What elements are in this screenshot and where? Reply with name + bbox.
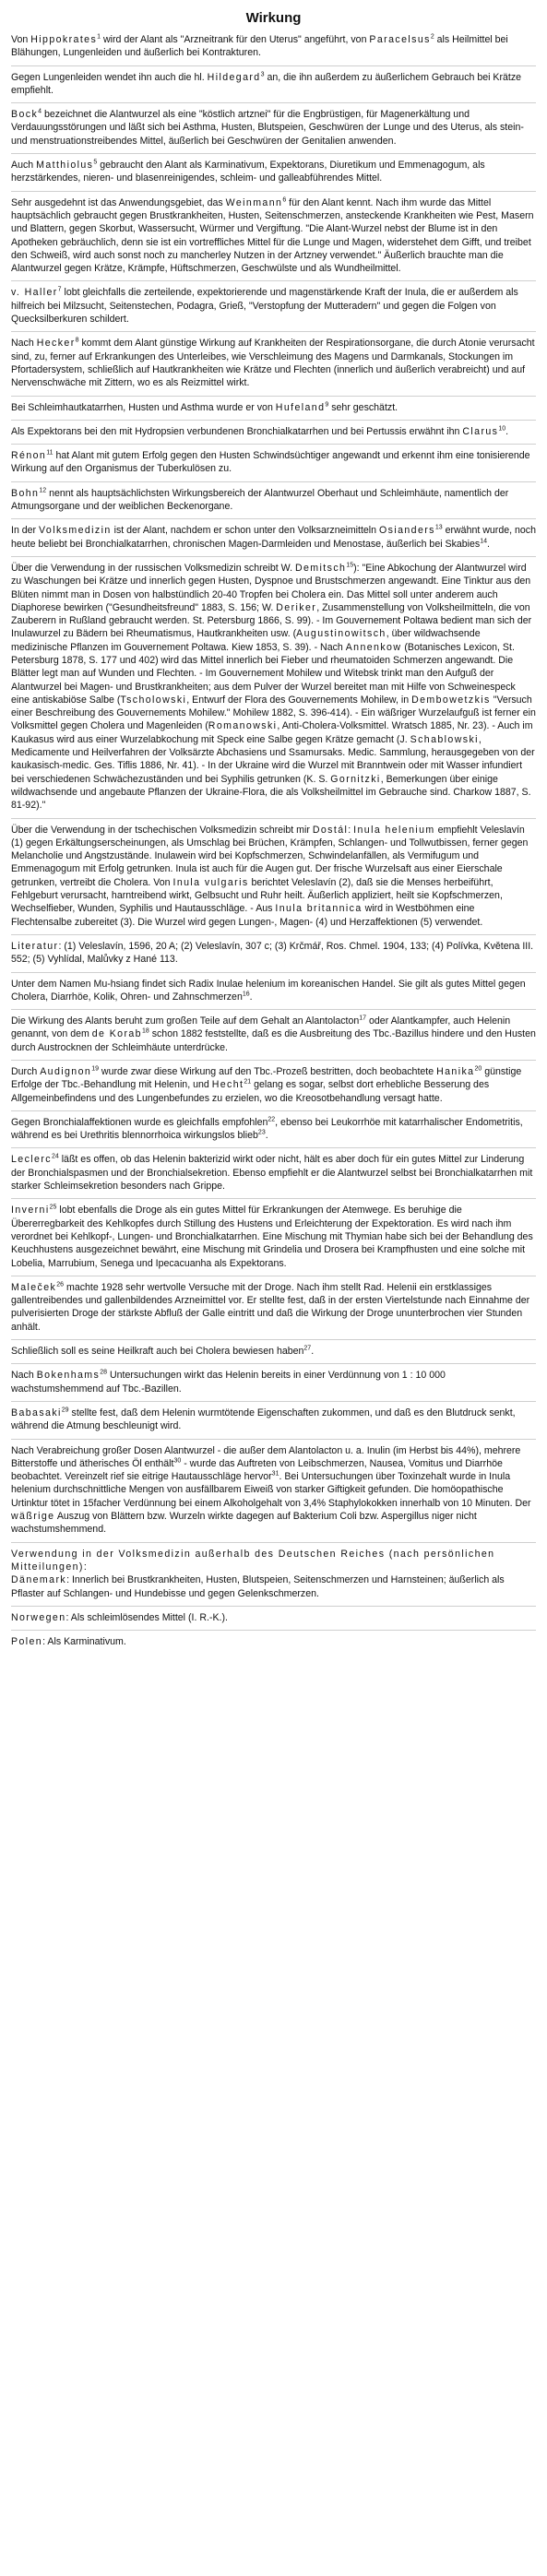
spaced-term: de Korab xyxy=(91,1028,142,1040)
spaced-term: Audignon xyxy=(40,1066,92,1077)
paragraph xyxy=(11,824,536,935)
text-run: kommt dem Alant günstige Wirkung auf Krankheiten der Respirationsorgane, die durch Atonie verursacht sind, zu, ferner auf Erkrankungen des Unterleibes, wie Verschleimung des Magens und Darmkanals, Stockungen im Pfortadersystem, schließlich auf Hautkrankheiten wie Krätze und Flechten (innerlich und äußerlich verabreicht) und auf Nervenschwäche mit Zittern, wo es als Reizmittel wirkt. xyxy=(11,338,535,389)
footnote-ref: 31 xyxy=(271,1470,279,1478)
text-run: Unter dem Namen Mu-hsiang findet sich Radix Inulae helenium im koreanischen Handel. Sie gilt als gutes Mittel gegen Cholera, Diarrhöe, Kolik, Ohren- und Zahnschmerzen xyxy=(11,978,526,1003)
text-run: Gegen Bronchialaffektionen wurde es gleichfalls empfohlen xyxy=(11,1116,268,1128)
footnote-ref: 13 xyxy=(434,524,443,531)
footnote-ref: 29 xyxy=(61,1407,69,1414)
spaced-term: Dembowetzkis xyxy=(411,694,491,706)
footnote-ref: 20 xyxy=(474,1065,482,1073)
footnote-ref: 19 xyxy=(91,1065,99,1073)
spaced-term: Clarus xyxy=(462,425,499,437)
spaced-term: Bokenhams xyxy=(36,1370,101,1382)
paragraph xyxy=(11,449,536,482)
text-run: nennt als hauptsächlichsten Wirkungsbereich der Alantwurzel Oberhaut und Schleimhäute, namentlich der Atmungsorgane und der weiblichen Beckenorgane. xyxy=(11,487,509,513)
text-run: Schließlich soll es seine Heilkraft auch bei Cholera bewiesen haben xyxy=(11,1346,304,1358)
paragraph xyxy=(11,1369,536,1402)
paragraph xyxy=(11,1407,536,1440)
text-run: : (1) Veleslavín, 1596, 20 A; (2) Veleslavín, 307 c; (3) Krčmář, Ros. Chmel. 1904, 133; (4) Polívka, Květena III. 552; (5) Vyhlídal, Malůvky z Hané 113. xyxy=(11,940,534,966)
footnote-ref: 22 xyxy=(268,1116,276,1123)
text-run: gelang es sogar, selbst dort erhebliche Besserung des Allgemeinbefindens und des Lungenbefundes zu erzielen, wo die Kreosotbehandlung versagt hatte. xyxy=(11,1079,490,1104)
text-run: ist der Alant, nachdem er schon unter den Volksarzneimitteln xyxy=(111,525,379,537)
text-run: machte 1928 sehr wertvolle Versuche mit der Droge. Nach ihm stellt Rad. Helenii ein erstklassiges gallentreibendes und gallenbildendes Arzneimittel vor. Er stellte fest, daß in der ersten Viertelstunde nach Einnahme der pulverisierten Droge der stärkste Abfluß der Galle eintritt und daß die Wirkung der Droge ununterbrochen vier Stunden anhält. xyxy=(11,1281,530,1333)
footnote-ref: 25 xyxy=(49,1204,57,1211)
footnote-ref: 9 xyxy=(325,401,329,408)
footnote-ref: 8 xyxy=(75,337,79,344)
footnote-ref: 16 xyxy=(242,991,250,998)
text-run: wird in Westböhmen eine Flechtensalbe zubereitet (3). Die Wurzel wird gegen Lungen-, Magen- (4) und Herzaffektionen (5) verwendet. xyxy=(11,903,483,928)
spaced-term: Demitsch xyxy=(294,562,347,574)
spaced-term: Babasaki xyxy=(11,1407,62,1419)
text-run: Über die Verwendung in der tschechischen Volksmedizin schreibt mir xyxy=(11,824,313,836)
paragraph xyxy=(11,401,536,421)
text-run: Nach xyxy=(11,338,37,350)
paragraph xyxy=(11,71,536,104)
paragraph xyxy=(11,1204,536,1276)
spaced-term: Rénon xyxy=(11,450,47,462)
text-run: : Als schleimlösendes Mittel (I. R.-K.). xyxy=(65,1611,228,1623)
text-run: stellte fest, daß dem Helenin wurmtötende Eigenschaften zukommen, und daß es den Blutdruck senkt, während die Atmung beschleunigt wird. xyxy=(11,1407,516,1432)
paragraph xyxy=(11,1611,536,1631)
footnote-ref: 27 xyxy=(303,1345,312,1352)
text-run: Auszug von Blättern bzw. Wurzeln wirkte dagegen auf Bakterium Coli bzw. Aspergillus niger nicht wachstumshemmend. xyxy=(11,1511,477,1536)
footnote-ref: 17 xyxy=(359,1015,367,1022)
text-run: Von xyxy=(11,34,31,45)
text-run: lobt gleichfalls die zerteilende, expektorierende und magenstärkende Kraft der Inula, die er außerdem als hilfreich bei Milzsucht, Seitenstechen, Podagra, Grieß, "Verstopfung der Mutteradern" und gegen die Folgen von Quecksilberkuren schildert. xyxy=(11,287,518,326)
paragraph xyxy=(11,1153,536,1199)
paragraph xyxy=(11,487,536,520)
text-run: , Medicamente und Heilverfahren der Volksärzte Abchasiens und Ssamursaks. Medic. Sammlung, herausgegeben von der kaukasisch-medic. Ges. Tiflis 1886, Nr. 41). - In der Ukraine wird die Wurzel mit Branntwein oder mit Wasser infundiert bei verschiedenen Schwächezuständen und bei Syphilis getrunken (K. S. xyxy=(11,733,535,785)
text-run: bezeichnet die Alantwurzel als eine "köstlich artznei" für die Engbrüstigen, für Magenerkältung und Verdauungsstörungen und läßt sich bei Asthma, Husten, Blutspeien, Geschwüren der Lunge und des Uterus, als stein- und menstruationstreibendes Mittel, äußerlich bei Geschwüren der Genitalien anwenden. xyxy=(11,109,524,147)
footnote-ref: 5 xyxy=(93,159,98,166)
text-run: "Versuch einer Beschreibung des Gouvernements Mohilew." Mohilew 1882, S. 396-414). - Ein wäßriger Wurzelaufguß ist ferner ein Volksmittel gegen Cholera und Magenleiden ( xyxy=(11,694,536,732)
spaced-term: Maleček xyxy=(11,1281,57,1293)
text-run: empfiehlt Veleslavín (1) gegen Erkältungserscheinungen, als Umschlag bei Brüchen, Krämpfen, Schlangen- und Tollwutbissen, ferner gegen Melancholie und Angstzustände. Inulawein wird bei Kopfschmerzen, Schwindelanfällen, als Vermifugum und Emmenagogum mit Erfolg getrunken. Inula ist auch für die Augen gut. Der frische Wurzelsaft aus einer Eierschale getrunken, vertreibt die Cholera. Von xyxy=(11,824,529,888)
paragraph xyxy=(11,108,536,154)
text-run: hat Alant mit gutem Erfolg gegen den Husten Schwindsüchtiger angewandt und erkennt ihm eine tonisierende Wirkung auf den Organismus der Tuberkulösen zu. xyxy=(11,450,530,475)
paragraph xyxy=(11,562,536,819)
text-run: gebraucht den Alant als Karminativum, Expektorans, Diuretikum und Emmenagogum, als herzstärkendes, nieren- und blasenreinigendes, schleim- und galleabführendes Mittel. xyxy=(11,160,485,184)
spaced-term: Verwendung in der Volksmedizin außerhalb des Deutschen Reiches (nach persönlichen Mitteilungen) xyxy=(11,1548,495,1573)
text-run: , Zusammenstellung von Volksheilmitteln, die von Zauberern in Rußland gebraucht werden. St. Petersburg 1866, S. 99). - Im Gouvernement Poltawa bedient man sich der Inulawurzel zu Bädern bei Rheumatismus, Hautkrankheiten usw. ( xyxy=(11,601,532,640)
paragraph xyxy=(11,337,536,396)
text-run: für den Alant kennt. Nach ihm wurde das Mittel hauptsächlich gebraucht gegen Brustkrankheiten, Husten, Seitenschmerzen, ansteckende Krankheiten wie Pest, Masern und Blattern, gegen Skorbut, Wassersucht, Würmer und Vergiftung. "Die Alant-Wurzel nebst der Blume ist in den Apotheken gebräuchlich, denn sie ist ein vortreffliches Mittel für die Lunge und Magen, widerstehet dem Gifft, und treibet den Schweiß, wird auch sonst noch zu mancherley Nutzen in der Artzney verwendet." Äußerlich brauchte man die Alantwurzel gegen Krätze, Krämpfe, Hüftschmerzen, Geschwülste und als Wundheilmittel. xyxy=(11,196,534,275)
footnote-ref: 6 xyxy=(282,196,287,204)
spaced-term: Dänemark xyxy=(11,1574,67,1586)
text-run: Bei Schleimhautkatarrhen, Husten und Asthma wurde er von xyxy=(11,401,276,413)
spaced-term: Matthiolus xyxy=(36,160,94,172)
footnote-ref: 30 xyxy=(173,1457,182,1465)
footnote-ref: 14 xyxy=(480,538,488,545)
text-run: , Bemerkungen über einige wildwachsende und angebaute Pflanzen der Ukraine-Flora, die als Volksheilmittel im Gebrauche sind. Charkow 1887, S. 81-92)." xyxy=(11,773,531,812)
text-run: , über wildwachsende medizinische Pflanzen im Gouvernement Poltawa. Kiew 1853, S. 39). - Nach xyxy=(11,628,481,653)
spaced-term: Schablowski xyxy=(410,733,479,745)
text-run: : xyxy=(348,824,354,836)
paragraph xyxy=(11,159,536,192)
paragraph xyxy=(11,33,536,66)
footnote-ref: 21 xyxy=(244,1078,252,1086)
text-run: Untersuchungen wirkt das Helenin bereits in einer Verdünnung von 1 : 10 000 wachstumshemmend auf Tbc.-Bazillen. xyxy=(11,1370,446,1395)
text-run: (Botanisches Lexicon, St. Petersburg 1878, S. 177 und 402) wird das Mittel innerlich bei Fieber und rheumatoiden Schmerzen angewandt. Die Blätter legt man auf Wunden und Flechten. - Im Gouvernement Mohilew und Witebsk trinkt man den Aufguß der Alantwurzel bei Magen- und Brustkrankheiten; aus dem Pulver der Wurzel bereitet man mit Hilfe von Schweinespeck eine antiskabiöse Salbe ( xyxy=(11,641,516,706)
spaced-term: Bohn xyxy=(11,487,40,499)
footnote-ref: 4 xyxy=(38,108,42,115)
text-run: Auch xyxy=(11,160,37,172)
paragraph xyxy=(11,425,536,445)
text-run: berichtet Veleslavín (2), daß sie die Menses herbeiführt, Fehlgeburt verursacht, harntreibend wirkt, Gelbsucht und Ruhr heilt. Äußerlich appliziert, heilt sie Kopfschmerzen, Wechselfieber, Wunden, Syphilis und Hautausschläge. - Aus xyxy=(11,876,503,915)
text-run: : Innerlich bei Brustkrankheiten, Husten, Blutspeien, Seitenschmerzen und Harnsteinen; äußerlich als Pflaster auf Schlangen- und Hundebisse und gegen Gelenkschmerzen. xyxy=(11,1574,505,1599)
spaced-term: Inula helenium xyxy=(353,824,435,836)
spaced-term: Literatur xyxy=(11,940,59,952)
spaced-term: Dostál xyxy=(312,824,349,836)
text-run: . xyxy=(487,538,490,550)
paragraph xyxy=(11,1015,536,1061)
page-title: Wirkung xyxy=(245,10,302,26)
footnote-ref: 28 xyxy=(100,1369,108,1376)
text-run: wurde zwar diese Wirkung auf den Tbc.-Prozeß bestritten, doch beobachtete xyxy=(98,1066,437,1077)
footnote-ref: 7 xyxy=(57,286,62,293)
footnote-ref: 18 xyxy=(141,1027,149,1035)
spaced-term: Hanika xyxy=(436,1066,475,1077)
spaced-term: Volksmedizin xyxy=(39,525,112,537)
text-run: , ebenso bei Leukorrhöe mit katarrhalischer Endometritis, während es bei Urethritis blennorrhoica wirkungslos blieb xyxy=(11,1116,523,1142)
spaced-term: Weinmann xyxy=(225,196,283,208)
paragraph xyxy=(11,286,536,332)
paragraph xyxy=(11,978,536,1011)
text-run: günstige Erfolge der Tbc.-Behandlung mit Helenin, und xyxy=(11,1066,522,1091)
text-run: Sehr ausgedehnt ist das Anwendungsgebiet, das xyxy=(11,196,226,208)
text-run: wird der Alant als "Arzneitrank für den Uterus" angeführt, von xyxy=(101,34,370,45)
text-run: Gegen Lungenleiden wendet ihn auch die hl. xyxy=(11,71,208,83)
footnote-ref: 24 xyxy=(51,1153,59,1160)
paragraph xyxy=(11,1345,536,1364)
text-run: - wurde das Auftreten von Leibschmerzen, Nausea, Vomitus und Diarrhöe beobachtet. Vereinzelt rief sie eitrige Hautausschläge hervor xyxy=(11,1457,503,1483)
text-run: oder Alantkampfer, auch Helenin genannt, von dem xyxy=(11,1015,511,1040)
paragraph xyxy=(11,1548,536,1607)
text-run: an, die ihn außerdem zu äußerlichem Gebrauch bei Krätze empfiehlt. xyxy=(11,71,522,96)
text-run: läßt es offen, ob das Helenin bakterizid wirkt oder nicht, hält es aber doch für ein gutes Mittel zur Linderung der Bronchialspasmen und der Bronchialsekretion. Ebenso empfiehlt er die Alantwurzel selbst bei Bronchialkatarrhen mit starker Schleimsekretion besonders nach Grippe. xyxy=(11,1154,533,1193)
spaced-term: Romanowski xyxy=(208,720,278,732)
spaced-term: Hecker xyxy=(36,338,76,350)
text-run: schon 1882 feststellte, daß es die Ausbreitung des Tbc.-Bazillus hindere und den Husten durch Austrocknen der Schleimhäute unterdrücke. xyxy=(11,1028,536,1053)
footnote-ref: 26 xyxy=(56,1281,65,1288)
text-run: Über die Verwendung in der russischen Volksmedizin schreibt W. xyxy=(11,562,295,574)
spaced-term: Inula vulgaris xyxy=(172,876,249,888)
text-run: . Bei Untersuchungen über Toxinzehalt wurde in Inula helenium durchschnittliche Mengen von ausfällbarem Eiweiß von starker Giftigkeit gefunden. Die homöopathische Urtinktur tötet in 15facher Verdünnung bei einem Alkoholgehalt von 3,4% Staphylokokken innerhalb von 10 Minuten. Der xyxy=(11,1471,531,1509)
spaced-term: Deriker xyxy=(276,601,317,613)
text-run: . xyxy=(265,1130,268,1142)
text-run: Durch xyxy=(11,1066,41,1077)
spaced-term: Bock xyxy=(11,109,39,121)
text-run: , Entwurf der Flora des Gouvernements Mohilew, in xyxy=(186,694,412,706)
paragraph xyxy=(11,196,536,282)
text-run: . xyxy=(505,425,509,437)
spaced-term: Gornitzki xyxy=(330,773,381,785)
spaced-term: Augustinowitsch xyxy=(296,628,386,640)
spaced-term: Leclerc xyxy=(11,1154,52,1166)
text-run: Nach xyxy=(11,1370,37,1382)
spaced-term: Hildegard xyxy=(207,71,261,83)
text-run: als Heilmittel bei Blähungen, Lungenleiden und äußerlich bei Kontrakturen. xyxy=(11,34,508,59)
spaced-term: Inula britannica xyxy=(275,903,363,915)
spaced-term: Hecht xyxy=(211,1079,244,1091)
paragraph xyxy=(11,1635,536,1654)
spaced-term: v. Haller xyxy=(11,287,58,299)
footnote-ref: 3 xyxy=(260,71,265,78)
text-run: In der xyxy=(11,525,40,537)
paragraph xyxy=(11,1065,536,1111)
text-run: . xyxy=(311,1346,315,1358)
spaced-term: wäßrige xyxy=(11,1511,55,1523)
text-run: sehr geschätzt. xyxy=(328,401,398,413)
text-run: . xyxy=(249,991,253,1003)
text-run: lobt ebenfalls die Droge als ein gutes Mittel für Erkrankungen der Atemwege. Es beruhige die Übererregbarkeit des Kehlkopfes durch Stillung des Hustens und Erleichterung der Expektoration. Es wird nach ihm verordnet bei Kehlkopf-, Lungen- und Bronchialkatarrhen. Eine Mischung mit Thymian habe sich bei der Behandlung des Keuchhustens ausgezeichnet bewährt, eine Mischung mit Grindelia und Drosera bei Krampfhusten und eine solche mit Lobelia, Marrubium, Senega und Ipecacuanha als Expektorans. xyxy=(11,1205,533,1269)
paragraph xyxy=(11,1444,536,1543)
footnote-ref: 23 xyxy=(257,1129,266,1136)
spaced-term: Hippokrates xyxy=(30,34,98,45)
text-run: , Anti-Cholera-Volksmittel. Wratsch 1885, Nr. 23). - Auch im Kaukasus wird aus einer Wurzelabkochung mit Speck eine Salbe gegen Krätze gemacht (J. xyxy=(11,720,533,745)
footnote-ref: 2 xyxy=(430,33,434,41)
paragraph xyxy=(11,940,536,973)
paragraph xyxy=(11,1116,536,1149)
paragraph xyxy=(11,1281,536,1340)
paragraph xyxy=(11,524,536,557)
footnote-ref: 11 xyxy=(46,449,54,457)
article-body xyxy=(11,33,536,1654)
text-run: : xyxy=(83,1561,87,1573)
text-run: Die Wirkung des Alants beruht zum großen Teile auf dem Gehalt an Alantolacton xyxy=(11,1015,360,1027)
text-run: erwähnt wurde, noch heute beliebt bei Bronchialkatarrhen, chronischen Magen-Darmleiden und Menostase, äußerlich bei Skabies xyxy=(11,525,536,550)
spaced-term: Polen xyxy=(11,1636,43,1648)
footnote-ref: 1 xyxy=(97,33,101,41)
text-run: Nach Verabreichung großer Dosen Alantwurzel - die außer dem Alantolacton u. a. Inulin (im Herbst bis 44%), mehrere Bitterstoffe und ätherisches Öl enthält xyxy=(11,1444,521,1469)
text-run: : Als Karminativum. xyxy=(42,1636,126,1648)
text-run: ): "Eine Abkochung der Alantwurzel wird zu Waschungen bei Krätze und innerlich gegen Husten, Dyspnoe und Brustschmerzen angewandt. Eine Tinktur aus den Blüten nimmt man in Dosen von halbstündlich 20-40 Tropfen bei Cholera ein. Das Mittel soll unter anderem auch Diaphorese bewirken ("Gesundheitsfreund" 1883, S. 156; W. xyxy=(11,562,531,613)
footnote-ref: 15 xyxy=(346,562,354,569)
spaced-term: Osianders xyxy=(378,525,435,537)
footnote-ref: 12 xyxy=(39,487,47,494)
spaced-term: Inverni xyxy=(11,1205,50,1217)
text-run: Als Expektorans bei den mit Hydropsien verbundenen Bronchialkatarrhen und bei Pertussis erwähnt ihn xyxy=(11,425,463,437)
spaced-term: Annenkow xyxy=(345,641,402,653)
spaced-term: Paracelsus xyxy=(369,34,431,45)
spaced-term: Norwegen xyxy=(11,1611,66,1623)
footnote-ref: 10 xyxy=(498,425,506,433)
spaced-term: Tscholowski xyxy=(120,694,187,706)
spaced-term: Hufeland xyxy=(275,401,326,413)
